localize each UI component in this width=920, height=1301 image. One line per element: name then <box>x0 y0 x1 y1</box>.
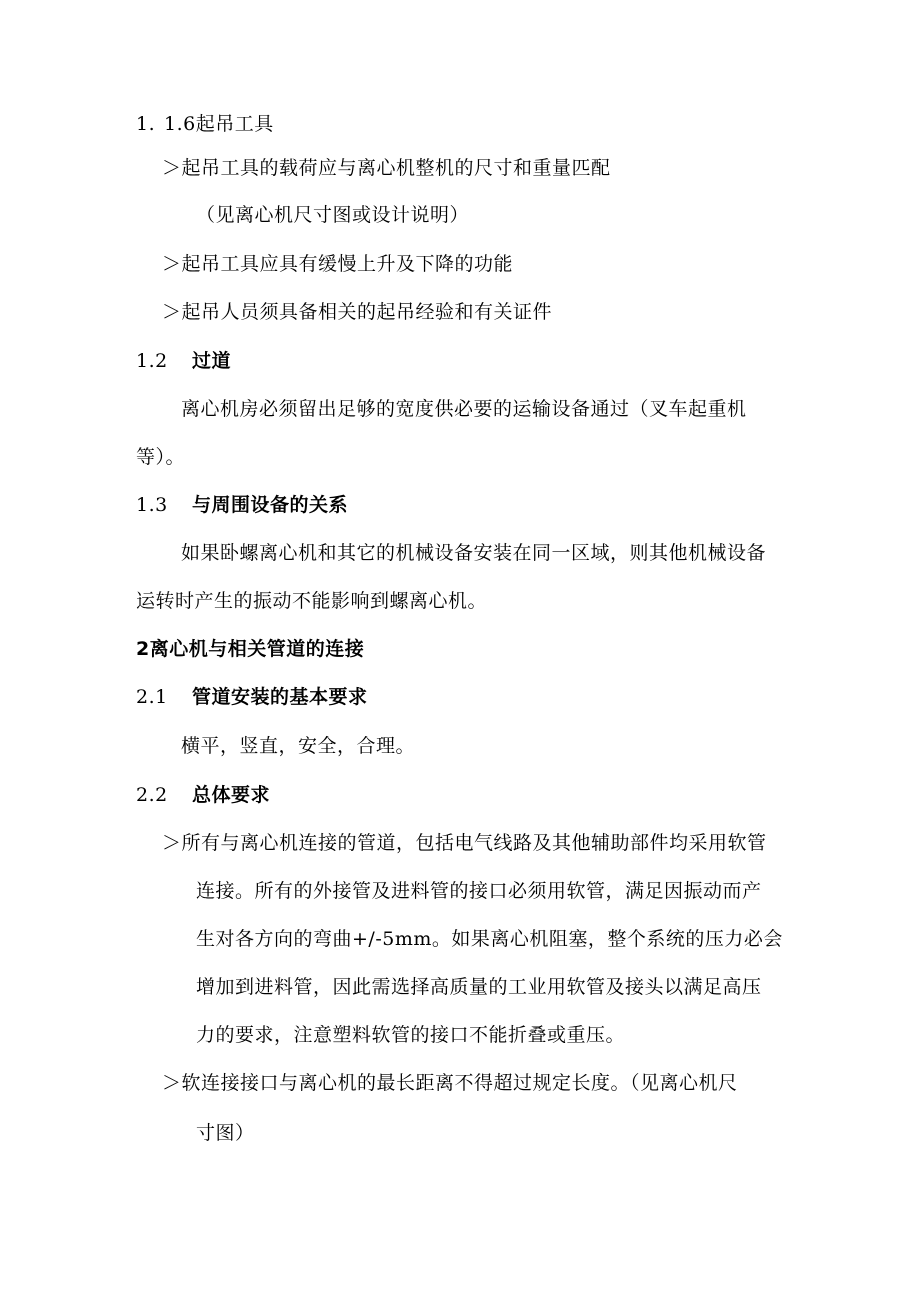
paragraph-line: 运转时产生的振动不能影响到螺离心机。 <box>136 590 488 612</box>
list-item: ＞起吊工具的载荷应与离心机整机的尺寸和重量匹配 <box>162 157 611 179</box>
paragraph-line: 等）。 <box>136 446 186 468</box>
heading-number: 1. <box>136 113 156 135</box>
heading-number: 1.2 <box>136 350 168 372</box>
paragraph-line: 离心机房必须留出足够的宽度供必要的运输设备通过（叉车起重机 <box>181 398 747 420</box>
heading-number: 2.2 <box>136 784 168 806</box>
list-item: ＞软连接接口与离心机的最长距离不得超过规定长度。（见离心机尺 <box>162 1072 738 1094</box>
list-item-continuation: 增加到进料管，因此需选择高质量的工业用软管及接头以满足高压 <box>196 976 762 998</box>
list-item: ＞起吊工具应具有缓慢上升及下降的功能 <box>162 253 514 275</box>
heading-1-3 <box>136 493 348 517</box>
list-item-continuation: （见离心机尺寸图或设计说明） <box>196 204 470 226</box>
paragraph-line: 横平，竖直，安全，合理。 <box>181 735 416 757</box>
heading-number: 1.3 <box>136 494 168 516</box>
list-item-continuation: 力的要求，注意塑料软管的接口不能折叠或重压。 <box>196 1024 626 1046</box>
list-item-continuation: 寸图） <box>196 1122 255 1144</box>
heading-2: 2离心机与相关管道的连接 <box>136 638 365 660</box>
list-item-continuation: 连接。所有的外接管及进料管的接口必须用软管，满足因振动而产 <box>196 880 762 902</box>
heading-title: 总体要求 <box>192 784 271 806</box>
list-item-continuation: 生对各方向的弯曲+/-5mm。如果离心机阻塞，整个系统的压力必会 <box>196 928 783 950</box>
heading-1-1-6 <box>136 112 274 136</box>
list-item: ＞所有与离心机连接的管道，包括电气线路及其他辅助部件均采用软管 <box>162 832 767 854</box>
heading-title: 过道 <box>192 350 232 372</box>
heading-title: 1.6起吊工具 <box>164 113 274 135</box>
heading-title: 管道安装的基本要求 <box>192 686 368 708</box>
heading-2-2 <box>136 783 270 807</box>
list-item: ＞起吊人员须具备相关的起吊经验和有关证件 <box>162 301 553 323</box>
heading-number: 2.1 <box>136 686 168 708</box>
heading-1-2 <box>136 349 231 373</box>
heading-2-1 <box>136 685 368 709</box>
heading-title: 与周围设备的关系 <box>192 494 349 516</box>
paragraph-line: 如果卧螺离心机和其它的机械设备安装在同一区域，则其他机械设备 <box>181 542 767 564</box>
